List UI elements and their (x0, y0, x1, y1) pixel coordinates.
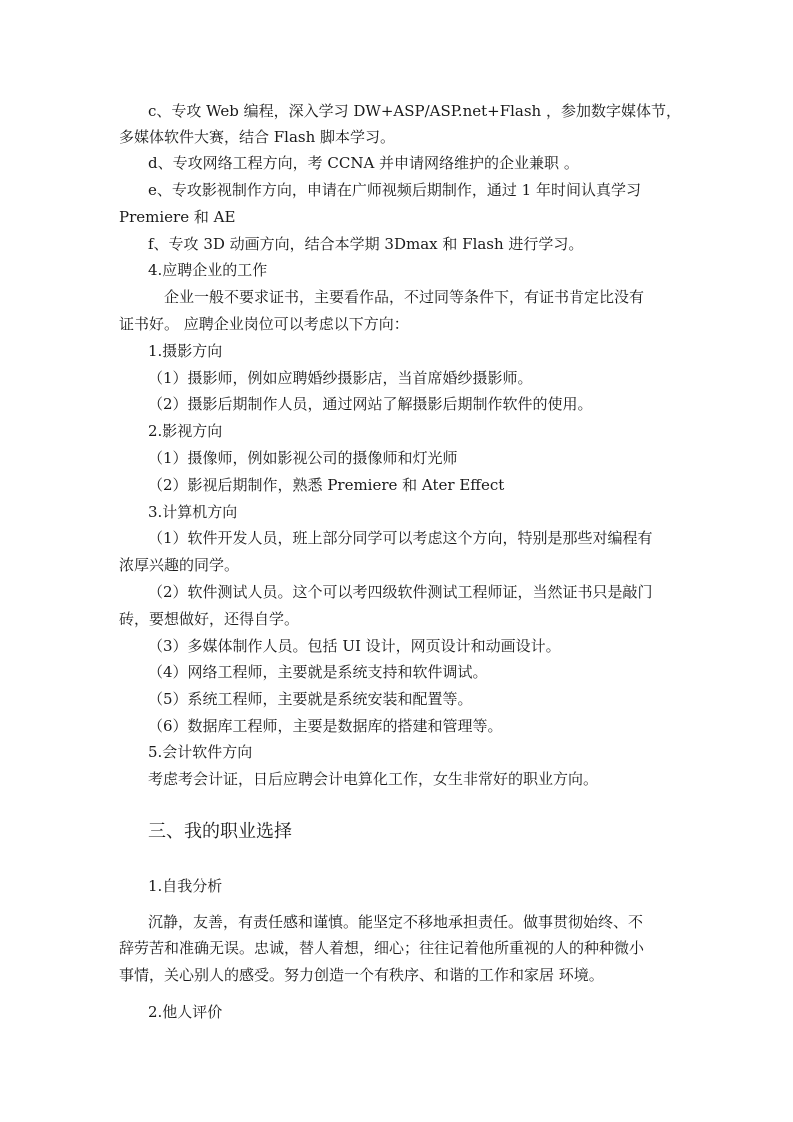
subsection-heading: 1.摄影方向 (148, 342, 223, 360)
text-line: 证书好。 应聘企业岗位可以考虑以下方向： (119, 315, 409, 333)
list-item: （2）影视后期制作，熟悉 Premiere 和 Ater Effect (148, 476, 505, 494)
text-line: 浓厚兴趣的同学。 (119, 556, 240, 574)
list-item: （1）摄像师，例如影视公司的摄像师和灯光师 (148, 449, 458, 467)
text-line: 沉静，友善，有责任感和谨慎。能坚定不移地承担责任。做事贯彻始终、不 (148, 913, 644, 931)
list-item: （1）软件开发人员，班上部分同学可以考虑这个方向，特别是那些对编程有 (148, 529, 653, 547)
subsection-heading: 5.会计软件方向 (148, 743, 253, 761)
list-item: （5）系统工程师，主要就是系统安装和配置等。 (148, 690, 473, 708)
text-line: 砖，要想做好，还得自学。 (119, 610, 300, 628)
list-item: （2）软件测试人员。这个可以考四级软件测试工程师证，当然证书只是敲门 (148, 583, 653, 601)
text-line: 考虑考会计证，日后应聘会计电算化工作，女生非常好的职业方向。 (148, 770, 599, 788)
text-line: e、专攻影视制作方向，申请在广师视频后期制作，通过 1 年时间认真学习 (148, 181, 641, 199)
section-heading: 4.应聘企业的工作 (148, 261, 268, 279)
subsection-heading: 3.计算机方向 (148, 503, 238, 521)
text-line: d、专攻网络工程方向，考 CCNA 并申请网络维护的企业兼职 。 (148, 154, 579, 172)
text-line: 企业一般不要求证书，主要看作品，不过同等条件下，有证书肯定比没有 (164, 288, 645, 306)
text-line: 多媒体软件大赛，结合 Flash 脚本学习。 (119, 128, 396, 146)
subsection-heading: 2.他人评价 (148, 1003, 223, 1021)
text-line: c、专攻 Web 编程，深入学习 DW+ASP/ASP.net+Flash ，参加数字媒体节， (148, 102, 681, 120)
subsection-heading: 2.影视方向 (148, 422, 223, 440)
list-item: （4）网络工程师，主要就是系统支持和软件调试。 (148, 663, 488, 681)
chapter-heading: 三、我的职业选择 (148, 821, 292, 842)
list-item: （1）摄影师，例如应聘婚纱摄影店，当首席婚纱摄影师。 (148, 369, 533, 387)
text-line: 事情，关心别人的感受。努力创造一个有秩序、和谐的工作和家居 环境。 (119, 966, 604, 984)
subsection-heading: 1.自我分析 (148, 877, 223, 895)
list-item: （2）摄影后期制作人员，通过网站了解摄影后期制作软件的使用。 (148, 395, 593, 413)
list-item: （6）数据库工程师，主要是数据库的搭建和管理等。 (148, 717, 503, 735)
text-line: 辞劳苦和准确无误。忠诚，替人着想，细心；往往记着他所重视的人的种种微小 (119, 939, 645, 957)
text-line: f、专攻 3D 动画方向，结合本学期 3Dmax 和 Flash 进行学习。 (148, 235, 584, 253)
text-line: Premiere 和 AE (119, 208, 236, 226)
list-item: （3）多媒体制作人员。包括 UI 设计，网页设计和动画设计。 (148, 637, 561, 655)
